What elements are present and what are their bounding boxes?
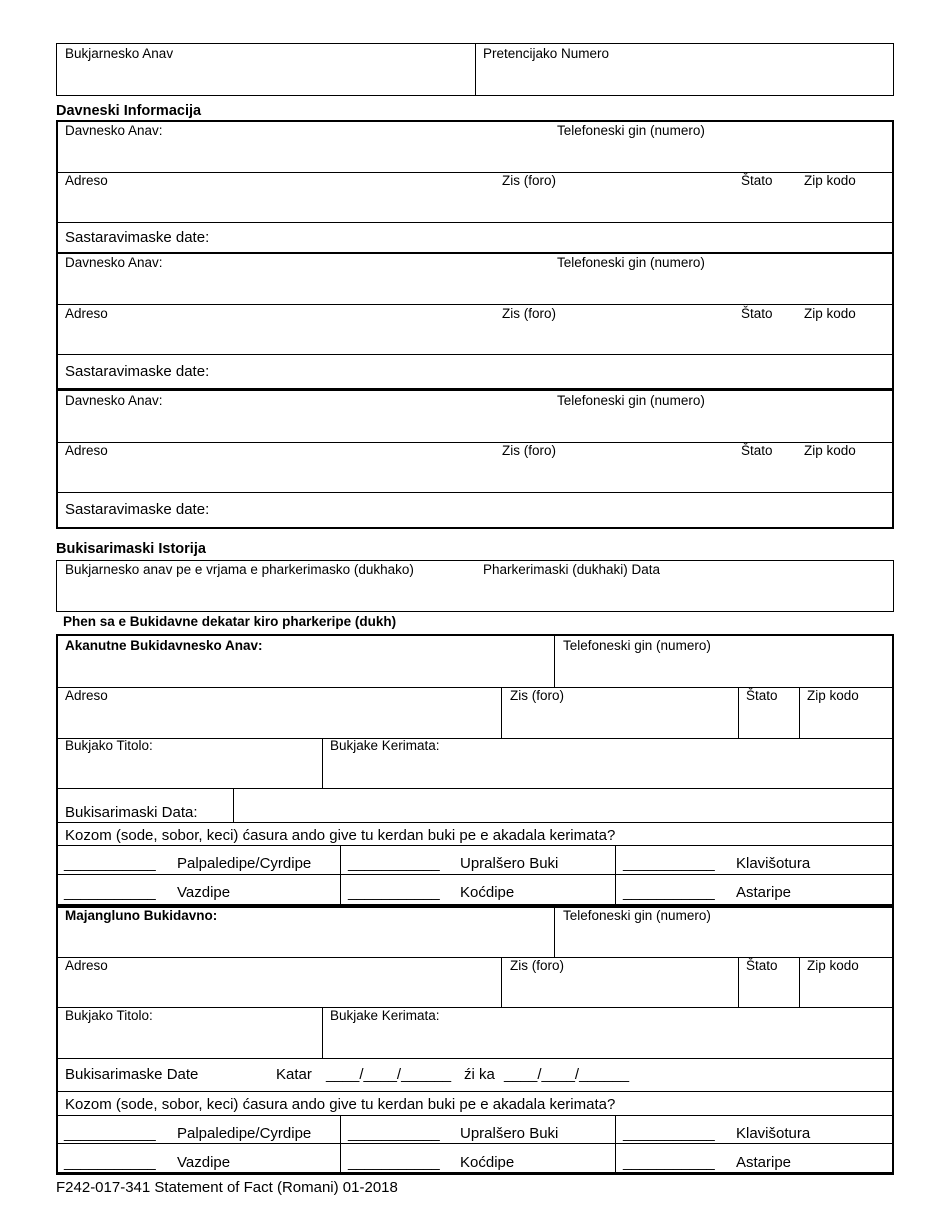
divider — [57, 1143, 893, 1144]
zis-label: Zis (foro) — [502, 173, 556, 188]
sastaravimaske-field[interactable] — [230, 226, 890, 250]
stato-label: Štato — [746, 688, 778, 703]
divider — [57, 738, 893, 739]
bukisarimaski-data-label: Bukisarimaski Data: — [65, 804, 198, 821]
current-employer-name-label: Akanutne Bukidavnesko Anav: — [65, 638, 263, 653]
adreso-field[interactable] — [60, 190, 890, 220]
divider — [799, 957, 800, 1007]
previous-telefoneski-field[interactable] — [558, 926, 890, 954]
adreso-label: Adreso — [65, 306, 108, 321]
option-label: Vazdipe — [177, 884, 231, 901]
divider — [57, 354, 893, 355]
divider — [554, 635, 555, 687]
divider — [554, 906, 555, 957]
divider — [340, 1115, 341, 1173]
hours-blank[interactable]: ___________ — [64, 1125, 156, 1142]
hours-blank[interactable]: ___________ — [348, 884, 440, 901]
divider — [57, 388, 893, 391]
telefoneski-label: Telefoneski gin (numero) — [563, 638, 711, 653]
stato-label: Štato — [741, 173, 773, 188]
pretencijako-numero-field[interactable] — [478, 62, 892, 94]
bukisarimaske-date-label: Bukisarimaske Date — [65, 1066, 199, 1083]
adreso-label: Adreso — [65, 173, 108, 188]
sastaravimaske-label: Sastaravimaske date: — [65, 501, 210, 518]
hours-question: Kozom (sode, sobor, keci) ćasura ando give tu kerdan buki pe e akadala kerimata? — [65, 827, 616, 844]
hours-blank[interactable]: ___________ — [64, 855, 156, 872]
option-label: Klavišotura — [736, 855, 811, 872]
zip-label: Zip kodo — [807, 958, 859, 973]
divider — [57, 788, 893, 789]
adreso-field[interactable] — [60, 322, 890, 352]
hours-blank[interactable]: ___________ — [348, 1154, 440, 1171]
zis-label: Zis (foro) — [502, 306, 556, 321]
titolo-label: Bukjako Titolo: — [65, 738, 153, 753]
divider — [615, 845, 616, 905]
sastaravimaske-field[interactable] — [230, 496, 890, 524]
divider — [738, 957, 739, 1007]
divider — [57, 1058, 893, 1059]
zip-label: Zip kodo — [807, 688, 859, 703]
adreso-label: Adreso — [65, 443, 108, 458]
current-adreso-field[interactable] — [60, 706, 498, 734]
hours-question: Kozom (sode, sobor, keci) ćasura ando give tu kerdan buki pe e akadala kerimata? — [65, 1096, 616, 1113]
divider — [738, 687, 739, 738]
davnesko-anav-label: Davnesko Anav: — [65, 255, 163, 270]
divider — [57, 252, 893, 254]
previous-employer-name-label: Majangluno Bukidavno: — [65, 908, 218, 923]
hours-blank[interactable]: ___________ — [64, 1154, 156, 1171]
davnesko-anav-field[interactable] — [60, 410, 890, 440]
previous-kerimata-field[interactable] — [326, 1026, 890, 1054]
kerimata-label: Bukjake Kerimata: — [330, 1008, 440, 1023]
adreso-label: Adreso — [65, 688, 108, 703]
form-footer: F242-017-341 Statement of Fact (Romani) 01-2018 — [56, 1179, 398, 1196]
zip-label: Zip kodo — [804, 306, 856, 321]
divider — [57, 874, 893, 875]
date-from-field[interactable]: ____/____/______ — [326, 1066, 452, 1083]
adreso-field[interactable] — [60, 460, 890, 490]
divider — [501, 957, 502, 1007]
previous-employer-name-field[interactable] — [60, 926, 550, 954]
telefoneski-label: Telefoneski gin (numero) — [557, 255, 705, 270]
divider — [340, 845, 341, 905]
davnesko-anav-field[interactable] — [60, 272, 890, 302]
divider — [57, 222, 893, 223]
option-label: Koćdipe — [460, 1154, 515, 1171]
current-employer-name-field[interactable] — [60, 656, 550, 684]
option-label: Vazdipe — [177, 1154, 231, 1171]
injury-date-field[interactable] — [478, 580, 888, 608]
hours-blank[interactable]: ___________ — [623, 884, 715, 901]
hours-blank[interactable]: ___________ — [348, 1125, 440, 1142]
zis-label: Zis (foro) — [510, 688, 564, 703]
divider — [57, 1007, 893, 1008]
divider — [233, 788, 234, 822]
divider — [322, 1007, 323, 1058]
top-divider — [475, 43, 476, 96]
zip-label: Zip kodo — [804, 173, 856, 188]
zis-label: Zis (foro) — [510, 958, 564, 973]
injury-name-field[interactable] — [60, 580, 470, 608]
divider — [57, 304, 893, 305]
telefoneski-label: Telefoneski gin (numero) — [563, 908, 711, 923]
zip-label: Zip kodo — [804, 443, 856, 458]
sastaravimaske-label: Sastaravimaske date: — [65, 229, 210, 246]
hours-blank[interactable]: ___________ — [348, 855, 440, 872]
previous-titolo-field[interactable] — [60, 1026, 318, 1054]
injury-name-label: Bukjarnesko anav pe e vrjama e pharkerimasko (dukhako) — [65, 562, 414, 577]
option-label: Klavišotura — [736, 1125, 811, 1142]
bukjarnesko-anav-field[interactable] — [58, 62, 472, 94]
divider — [501, 687, 502, 738]
stato-label: Štato — [741, 443, 773, 458]
davnesko-anav-field[interactable] — [60, 140, 890, 170]
option-label: Palpaledipe/Cyrdipe — [177, 855, 312, 872]
titolo-label: Bukjako Titolo: — [65, 1008, 153, 1023]
divider — [57, 1115, 893, 1116]
option-label: Upralšero Buki — [460, 855, 559, 872]
zis-label: Zis (foro) — [502, 443, 556, 458]
previous-adreso-field[interactable] — [60, 976, 498, 1004]
current-kerimata-field[interactable] — [326, 756, 890, 784]
sastaravimaske-label: Sastaravimaske date: — [65, 363, 210, 380]
employers-heading: Phen sa e Bukidavne dekatar kiro pharkeripe (dukh) — [63, 614, 397, 629]
option-label: Astaripe — [736, 884, 792, 901]
divider — [57, 1091, 893, 1092]
davnesko-anav-label: Davnesko Anav: — [65, 123, 163, 138]
davneski-heading: Davneski Informacija — [56, 103, 202, 119]
divider — [615, 1115, 616, 1173]
davnesko-anav-label: Davnesko Anav: — [65, 393, 163, 408]
divider — [799, 687, 800, 738]
kerimata-label: Bukjake Kerimata: — [330, 738, 440, 753]
sastaravimaske-field[interactable] — [230, 358, 890, 386]
katar-label: Katar — [276, 1066, 312, 1083]
hours-blank[interactable]: ___________ — [623, 1125, 715, 1142]
pretencijako-numero-label: Pretencijako Numero — [483, 46, 610, 61]
current-telefoneski-field[interactable] — [558, 656, 890, 684]
divider — [322, 738, 323, 788]
injury-date-label: Pharkerimaski (dukhaki) Data — [483, 562, 661, 577]
hours-blank[interactable]: ___________ — [623, 1154, 715, 1171]
date-to-field[interactable]: ____/____/______ — [504, 1066, 630, 1083]
bukisarimaski-heading: Bukisarimaski Istorija — [56, 541, 206, 557]
divider — [57, 492, 893, 493]
option-label: Upralšero Buki — [460, 1125, 559, 1142]
stato-label: Štato — [746, 958, 778, 973]
adreso-label: Adreso — [65, 958, 108, 973]
stato-label: Štato — [741, 306, 773, 321]
hours-blank[interactable]: ___________ — [623, 855, 715, 872]
option-label: Koćdipe — [460, 884, 515, 901]
current-data-field[interactable] — [237, 792, 889, 820]
current-titolo-field[interactable] — [60, 756, 318, 784]
bukjarnesko-anav-label: Bukjarnesko Anav — [65, 46, 174, 61]
telefoneski-label: Telefoneski gin (numero) — [557, 393, 705, 408]
divider — [57, 822, 893, 823]
zi-ka-label: źi ka — [464, 1066, 495, 1083]
option-label: Astaripe — [736, 1154, 792, 1171]
divider — [57, 845, 893, 846]
option-label: Palpaledipe/Cyrdipe — [177, 1125, 312, 1142]
hours-blank[interactable]: ___________ — [64, 884, 156, 901]
telefoneski-label: Telefoneski gin (numero) — [557, 123, 705, 138]
